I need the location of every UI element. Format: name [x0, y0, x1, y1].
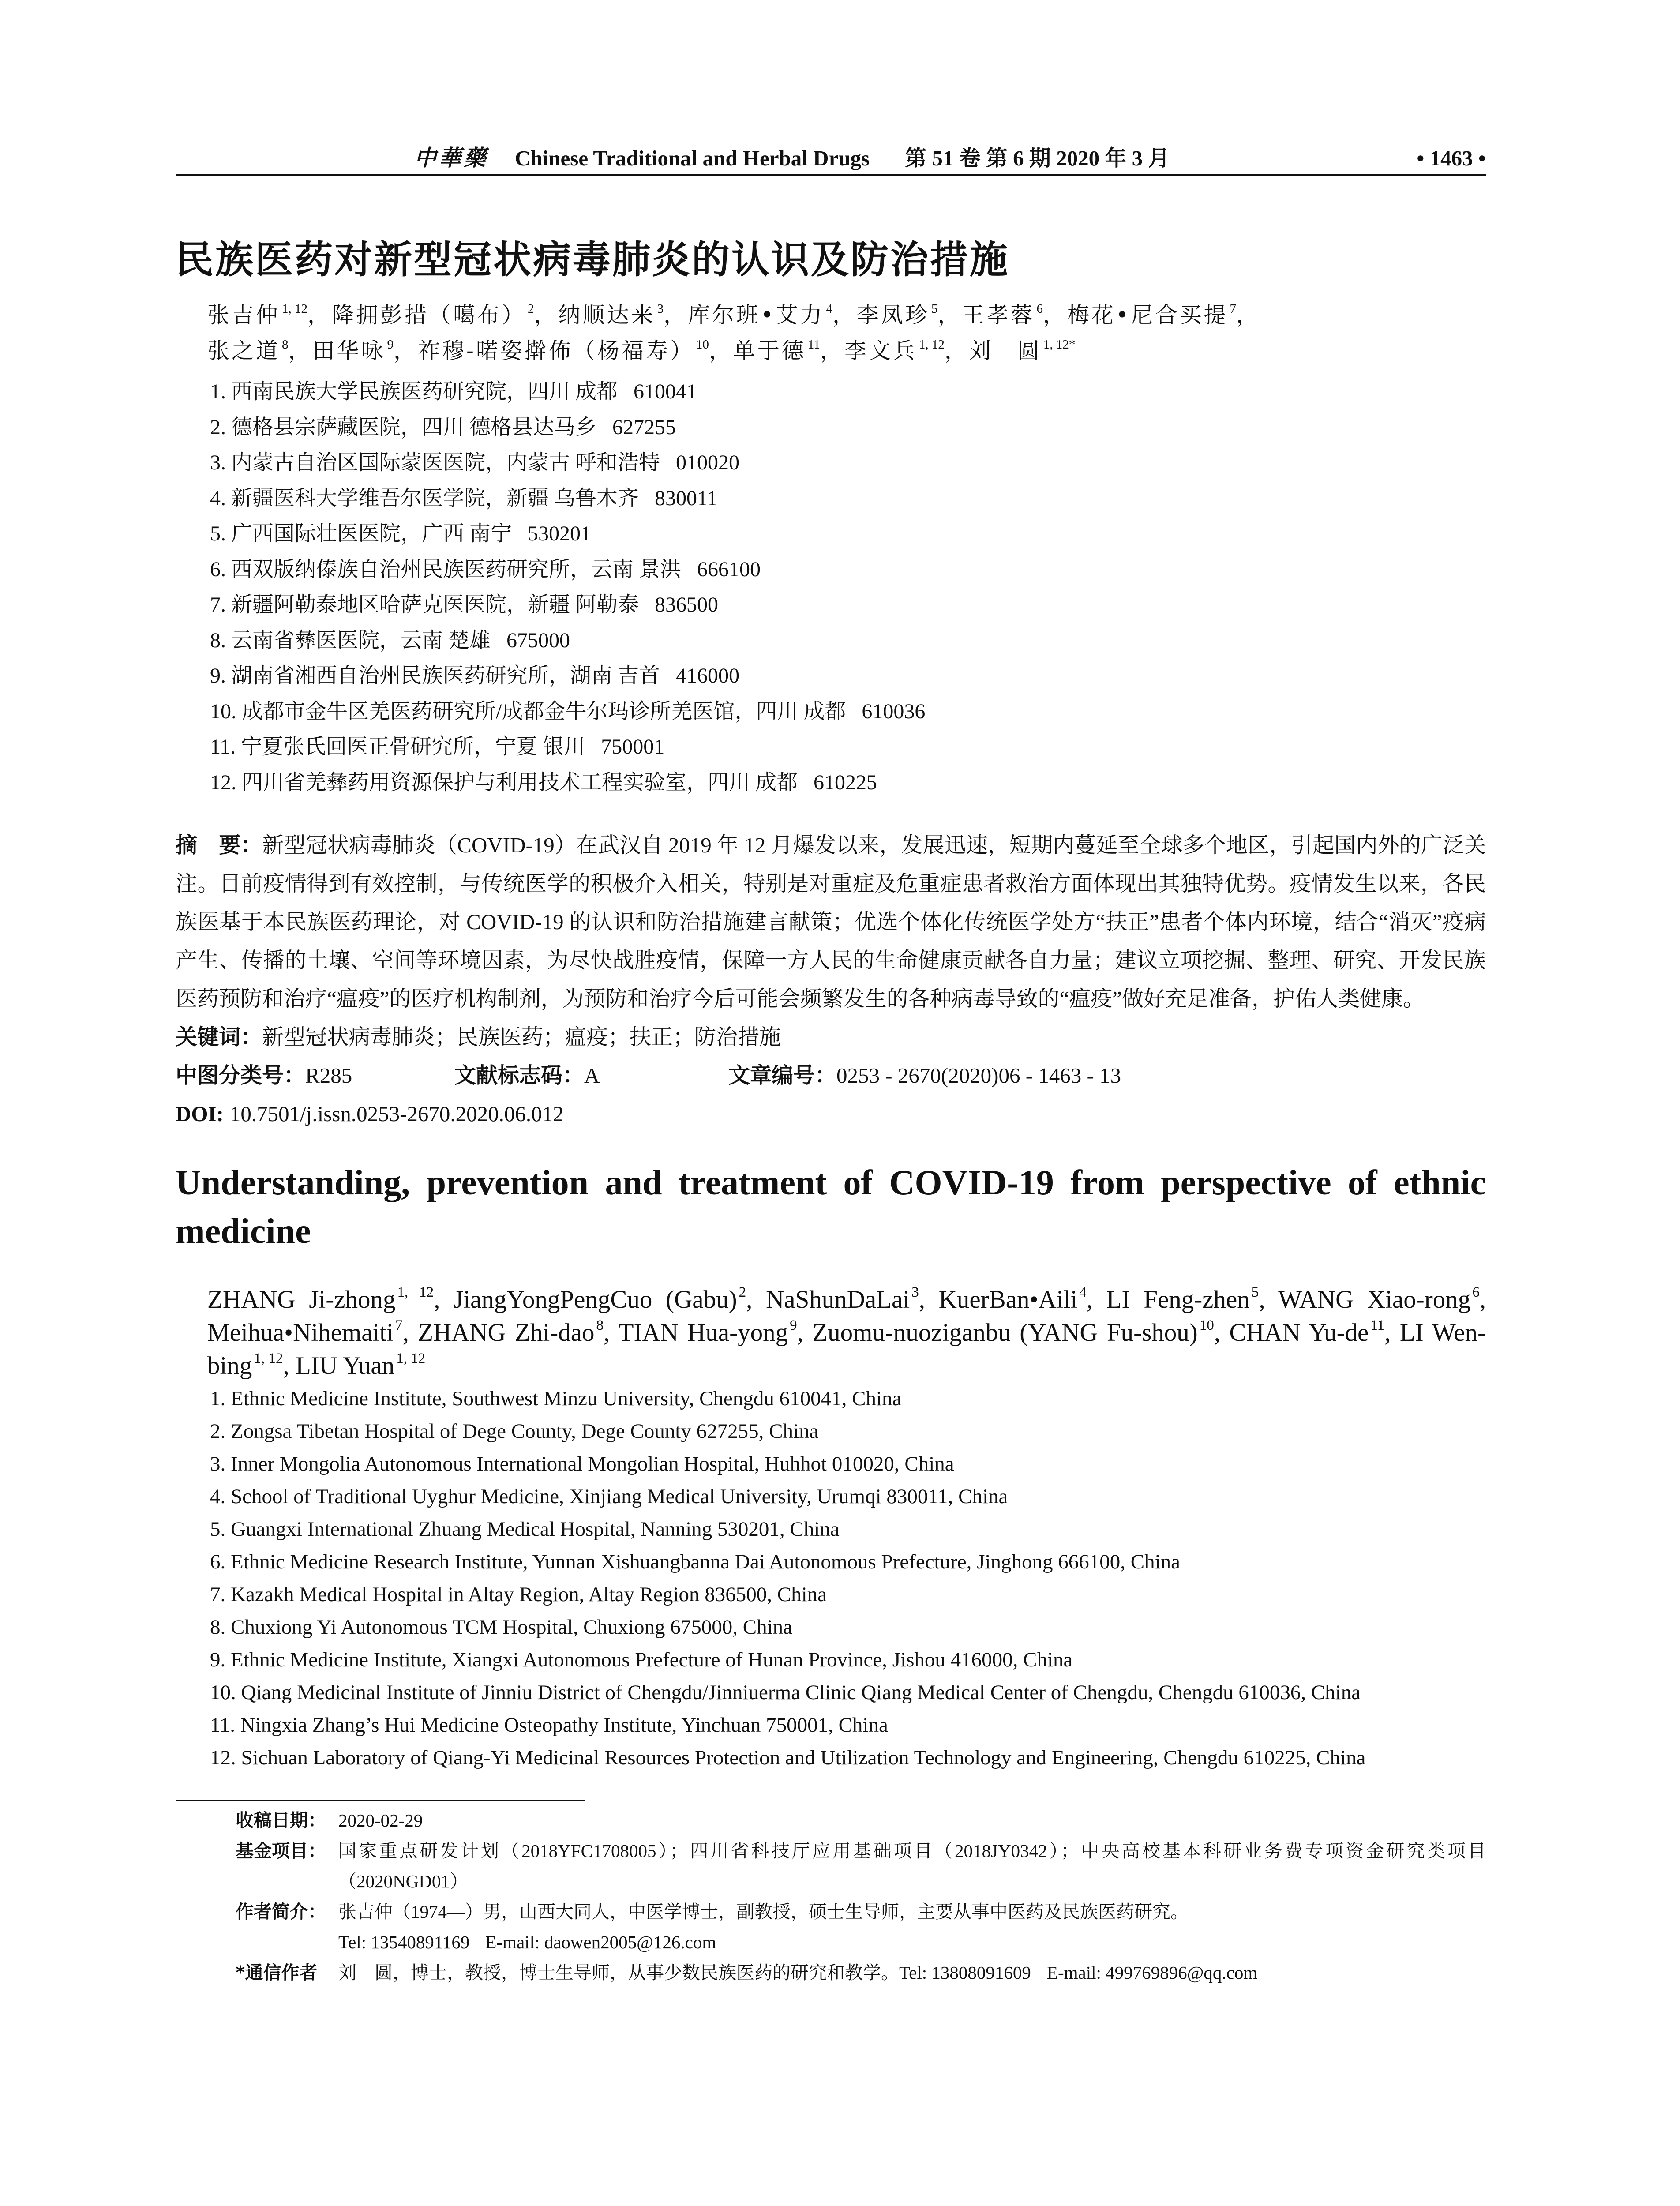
author — [418, 338, 733, 364]
author-separator: , — [1479, 1286, 1486, 1313]
author — [296, 1352, 425, 1380]
header-rule — [176, 174, 1486, 176]
author-list-english — [176, 1283, 1486, 1382]
author — [812, 1319, 1229, 1347]
author-separator: , — [1086, 1286, 1106, 1313]
author — [454, 1286, 766, 1313]
affiliation-number: 8. — [210, 1616, 226, 1639]
author-separator: , — [434, 1286, 454, 1313]
affiliation-text: Ningxia Zhang’s Hui Medicine Osteopathy Institute, Yinchuan 750001, China — [240, 1714, 888, 1737]
footnote-received — [236, 1805, 1486, 1836]
author-separator: , — [402, 1319, 418, 1347]
clc-label: 中图分类号： — [176, 1063, 306, 1088]
author — [733, 338, 844, 364]
affiliation-text: 宁夏张氏回医正骨研究所，宁夏 银川 750001 — [241, 735, 665, 758]
received-label: 收稿日期： — [236, 1810, 326, 1831]
author-name: LI Feng-zhen — [1106, 1286, 1250, 1313]
affiliation-item — [210, 481, 1486, 517]
author — [1229, 1319, 1399, 1347]
funding-text: 国家重点研发计划（2018YFC1708005）；四川省科技厅应用基础项目（2018JY0342）；中央高校基本科研业务费专项资金研究类项目（2020NGD01） — [338, 1841, 1486, 1891]
author-separator: ， — [534, 302, 559, 328]
author-name: TIAN Hua-yong — [618, 1319, 788, 1347]
author-separator: , — [1259, 1286, 1279, 1313]
doi-line — [176, 1095, 1486, 1133]
affiliation-item — [210, 1382, 1486, 1415]
affiliation-superscript: 1, 12 — [254, 1351, 283, 1367]
affiliation-text: 新疆医科大学维吾尔医学院，新疆 乌鲁木齐 830011 — [231, 486, 718, 510]
affiliation-superscript: 11 — [1370, 1317, 1385, 1334]
affiliation-item — [210, 1513, 1486, 1546]
affiliation-superscript: 4 — [1079, 1284, 1087, 1301]
affiliation-item — [210, 765, 1486, 801]
affiliation-superscript: 5 — [1251, 1284, 1259, 1301]
author-name: 张吉仲 — [207, 302, 280, 328]
keywords-label: 关键词： — [176, 1024, 262, 1050]
affiliation-superscript: 2 — [528, 302, 534, 316]
affiliation-item — [210, 1415, 1486, 1448]
affiliation-number: 11. — [210, 1714, 236, 1737]
affiliation-text: Ethnic Medicine Research Institute, Yunnan Xishuangbanna Dai Autonomous Prefecture, Jinghong 666100, China — [231, 1550, 1180, 1573]
affiliation-item — [210, 587, 1486, 623]
author-name: Zuomu-nuoziganbu (YANG Fu-shou) — [812, 1319, 1198, 1347]
author-separator: , — [1384, 1319, 1400, 1347]
author — [313, 338, 418, 364]
affiliation-text: Qiang Medicinal Institute of Jinniu District of Chengdu/Jinniuerma Clinic Qiang Medical Center of Chengdu, Chengdu 610036, China — [241, 1681, 1361, 1704]
author-bio-label: 作者简介： — [236, 1901, 326, 1922]
affiliation-text: 内蒙古自治区国际蒙医医院，内蒙古 呼和浩特 010020 — [231, 451, 740, 474]
affiliation-item — [210, 1546, 1486, 1578]
author-name: 库尔班•艾力 — [688, 302, 825, 328]
footnote-rule — [176, 1800, 585, 1801]
author-separator: , — [797, 1319, 813, 1347]
affiliation-text: School of Traditional Uyghur Medicine, Xinjiang Medical University, Urumqi 830011, China — [231, 1485, 1008, 1508]
author — [857, 302, 962, 328]
affiliation-superscript: 1, 12 — [282, 302, 308, 316]
correspondence-email-link[interactable]: 499769896@qq.com — [1106, 1962, 1258, 1983]
affiliation-number: 12. — [210, 770, 236, 794]
keywords-text: 新型冠状病毒肺炎；民族医药；瘟疫；扶正；防治措施 — [262, 1025, 781, 1049]
doi-value: 10.7501/j.issn.0253-2670.2020.06.012 — [229, 1102, 564, 1126]
author-name: 李文兵 — [844, 338, 917, 364]
author-separator: , — [1214, 1319, 1230, 1347]
affiliation-number: 5. — [210, 1518, 226, 1541]
affiliation-number: 4. — [210, 1485, 226, 1508]
author — [844, 338, 969, 364]
affiliation-text: Inner Mongolia Autonomous International Mongolian Hospital, Huhhot 010020, China — [231, 1452, 954, 1475]
footnotes — [176, 1805, 1486, 1988]
affiliation-item — [210, 729, 1486, 765]
affiliation-text: 湖南省湘西自治州民族医药研究所，湖南 吉首 416000 — [231, 664, 740, 687]
author-name: 李凤珍 — [857, 302, 930, 328]
article-number-label: 文章编号： — [728, 1063, 837, 1088]
affiliation-text: 新疆阿勒泰地区哈萨克医医院，新疆 阿勒泰 836500 — [231, 593, 719, 616]
affiliation-item — [210, 1741, 1486, 1774]
affiliation-superscript: 3 — [657, 302, 664, 316]
affiliation-item — [210, 445, 1486, 481]
author — [962, 302, 1068, 328]
affiliation-item — [210, 1448, 1486, 1480]
author-name: 刘 圆 — [968, 338, 1042, 364]
article-number-field — [728, 1056, 1121, 1095]
affiliation-number: 9. — [210, 664, 226, 687]
footnote-correspondence — [236, 1958, 1486, 1988]
affiliation-superscript: 3 — [911, 1284, 919, 1301]
correspondence-text: 刘 圆，博士，教授，博士生导师，从事少数民族医药的研究和教学。 — [338, 1962, 899, 1983]
author — [207, 1286, 454, 1313]
author-name: KuerBan•Aili — [938, 1286, 1078, 1313]
affiliation-number: 3. — [210, 1452, 226, 1475]
author-name: 田华咏 — [312, 338, 386, 364]
author — [207, 302, 332, 328]
affiliation-number: 10. — [210, 1681, 236, 1704]
affiliation-superscript: 6 — [1036, 302, 1043, 316]
author-separator: ， — [308, 302, 332, 328]
affiliation-item — [210, 374, 1486, 410]
correspondence-email-label: E-mail: — [1046, 1962, 1101, 1983]
affiliation-text: 西双版纳傣族自治州民族医药研究所，云南 景洪 666100 — [231, 557, 761, 581]
affiliation-superscript: 7 — [1230, 302, 1236, 316]
affiliation-number: 9. — [210, 1648, 226, 1671]
journal-name: Chinese Traditional and Herbal Drugs — [515, 146, 870, 170]
affiliation-item — [210, 1676, 1486, 1709]
author — [766, 1286, 939, 1313]
affiliation-number: 3. — [210, 451, 226, 474]
author — [207, 338, 313, 364]
author-name: JiangYongPengCuo (Gabu) — [454, 1286, 737, 1313]
author-line — [207, 333, 1486, 369]
affiliation-number: 4. — [210, 486, 226, 510]
author-name: 梅花•尼合买提 — [1067, 302, 1228, 328]
affiliation-item — [210, 1611, 1486, 1643]
document-code-label: 文献标志码： — [454, 1063, 585, 1088]
author-separator: ， — [1043, 302, 1067, 328]
affiliation-text: Ethnic Medicine Institute, Southwest Minzu University, Chengdu 610041, China — [231, 1387, 902, 1410]
footnote-author-bio — [236, 1897, 1486, 1958]
affiliation-item — [210, 623, 1486, 659]
affiliation-number: 8. — [210, 628, 226, 652]
journal-logo-text: 中華藥 — [414, 145, 488, 171]
correspondence-tel: Tel: 13808091609 — [899, 1962, 1031, 1983]
author — [1067, 302, 1260, 328]
affiliation-number: 7. — [210, 1583, 226, 1606]
author-separator: ， — [944, 338, 969, 364]
affiliation-text: 广西国际壮医医院，广西 南宁 530201 — [231, 522, 592, 545]
affiliation-text: Ethnic Medicine Institute, Xiangxi Autonomous Prefecture of Hunan Province, Jishou 416000, China — [231, 1648, 1073, 1671]
author-separator: ， — [709, 338, 733, 364]
author-bio-contact — [338, 1927, 1486, 1958]
author — [688, 302, 857, 328]
author — [207, 1319, 418, 1347]
running-header — [176, 140, 1486, 169]
affiliation-superscript: 9 — [387, 338, 394, 352]
affiliation-number: 7. — [210, 593, 226, 616]
author-bio-email-label: E-mail: — [485, 1932, 540, 1952]
author — [939, 1286, 1106, 1313]
affiliation-superscript: 5 — [931, 302, 938, 316]
affiliation-number: 2. — [210, 1420, 226, 1443]
author-name: 单于德 — [733, 338, 806, 364]
affiliation-superscript: 11 — [807, 338, 820, 352]
affiliation-text: Guangxi International Zhuang Medical Hospital, Nanning 530201, China — [231, 1518, 840, 1541]
author-name: CHAN Yu-de — [1229, 1319, 1369, 1347]
author-bio-body — [338, 1897, 1486, 1958]
author — [1106, 1286, 1279, 1313]
affiliation-text: Chuxiong Yi Autonomous TCM Hospital, Chuxiong 675000, China — [231, 1616, 793, 1639]
author-line — [207, 297, 1486, 333]
author-separator: , — [919, 1286, 939, 1313]
author — [418, 1319, 618, 1347]
affiliation-superscript: 6 — [1472, 1284, 1480, 1301]
author-separator: ， — [820, 338, 844, 364]
issue-info: 第 51 卷 第 6 期 2020 年 3 月 — [905, 146, 1170, 170]
title-chinese: 民族医药对新型冠状病毒肺炎的认识及防治措施 — [176, 238, 1009, 282]
affiliation-number: 6. — [210, 1550, 226, 1573]
author-separator: ， — [394, 338, 418, 364]
author-bio-text: 张吉仲（1974—）男，山西大同人，中医学博士，副教授，硕士生导师，主要从事中医药及民族医药研究。 — [338, 1902, 1189, 1922]
author-separator: , — [746, 1286, 766, 1313]
abstract-label: 摘 要： — [176, 833, 262, 858]
title-english: Understanding, prevention and treatment of COVID-19 from perspective of ethnic medicine — [176, 1163, 1486, 1251]
affiliation-superscript: 8 — [596, 1317, 604, 1334]
correspondence-label: *通信作者 — [236, 1962, 318, 1983]
funding-label: 基金项目： — [236, 1840, 326, 1861]
affiliation-superscript: 1, 12 — [396, 1351, 426, 1367]
affiliation-item — [210, 552, 1486, 588]
received-date: 2020-02-29 — [338, 1810, 423, 1831]
author-bio-email-link[interactable]: daowen2005@126.com — [544, 1932, 716, 1952]
affiliation-superscript: 7 — [395, 1317, 403, 1334]
affiliation-text: 西南民族大学民族医药研究院，四川 成都 610041 — [231, 380, 698, 403]
affiliation-number: 1. — [210, 380, 226, 403]
page-number: • 1463 • — [1417, 146, 1486, 170]
author-name: 降拥彭措（噶布） — [332, 302, 526, 328]
affiliation-superscript: 1, 12 — [919, 338, 945, 352]
author — [1278, 1286, 1486, 1313]
footnote-funding — [236, 1836, 1486, 1897]
author-name: LIU Yuan — [295, 1352, 395, 1380]
affiliation-item — [210, 694, 1486, 730]
affiliation-superscript: 2 — [739, 1284, 746, 1301]
affiliation-number: 11. — [210, 735, 236, 758]
affiliation-number: 2. — [210, 415, 226, 439]
author-name: 祚穆-喏姿擀佈（杨福寿） — [418, 338, 694, 364]
author-name: LI Wen-bing — [207, 1319, 1486, 1380]
author-name: Meihua•Nihemaiti — [207, 1319, 394, 1347]
affiliation-item — [210, 1480, 1486, 1513]
clc-field — [176, 1056, 454, 1095]
author-separator: ， — [938, 302, 962, 328]
document-code-field — [454, 1056, 728, 1095]
author-separator: ， — [288, 338, 313, 364]
affiliation-superscript: 10 — [1199, 1317, 1214, 1334]
author — [619, 1319, 813, 1347]
affiliation-superscript: 1, 12* — [1043, 338, 1076, 352]
author — [969, 338, 1076, 364]
affiliation-superscript: 1, 12 — [397, 1284, 434, 1301]
affiliation-item — [210, 658, 1486, 694]
affiliation-text: 云南省彝医医院，云南 楚雄 675000 — [231, 628, 570, 652]
author-separator: , — [283, 1352, 296, 1380]
author-name: 纳顺达来 — [558, 302, 656, 328]
affiliation-number: 10. — [210, 699, 236, 723]
abstract-text: 新型冠状病毒肺炎（COVID-19）在武汉自 2019 年 12 月爆发以来，发展迅速，短期内蔓延至全球多个地区，引起国内外的广泛关注。目前疫情得到有效控制，与传统医学的积极介入相关，特别是对重症及危重症患者救治方面体现出其独特优势。疫情发生以来，各民族医基于本民族医药理论，对 COVID-19 的认识和防治措施建言献策；优选个体化传统医学处方“扶正”患者个体内环境，结合“消灭”疫病产生、传播的土壤、空间等环境因素，为尽快战胜疫情，保障一方人民的生命健康贡献各自力量；建议立项挖掘、整理、研究、开发民族医药预防和治疗“瘟疫”的医疗机构制剂，为预防和治疗今后可能会频繁发生的各种病毒导致的“瘟疫”做好充足准备，护佑人类健康。 — [176, 833, 1486, 1011]
affiliation-item — [210, 1578, 1486, 1611]
affiliation-superscript: 9 — [790, 1317, 797, 1334]
affiliation-list-chinese — [176, 374, 1486, 800]
article-number-value: 0253 - 2670(2020)06 - 1463 - 13 — [836, 1063, 1121, 1088]
author-name: WANG Xiao-rong — [1278, 1286, 1471, 1313]
author-name: ZHANG Ji-zhong — [207, 1286, 396, 1313]
author-separator: ， — [832, 302, 857, 328]
author-name: 王孝蓉 — [962, 302, 1035, 328]
author-name: NaShunDaLai — [766, 1286, 910, 1313]
author-name: 张之道 — [207, 338, 280, 364]
affiliation-item — [210, 1709, 1486, 1741]
author-separator: ， — [664, 302, 688, 328]
classification-line — [176, 1056, 1486, 1095]
doi-label: DOI: — [176, 1102, 224, 1126]
affiliation-item — [210, 410, 1486, 446]
affiliation-text: Zongsa Tibetan Hospital of Dege County, Dege County 627255, China — [231, 1420, 819, 1443]
abstract-chinese — [176, 826, 1486, 1018]
affiliation-item — [210, 1643, 1486, 1676]
affiliation-text: 四川省羌彝药用资源保护与利用技术工程实验室，四川 成都 610225 — [242, 770, 878, 794]
affiliation-superscript: 10 — [696, 338, 709, 352]
affiliation-list-english — [176, 1382, 1486, 1774]
affiliation-number: 6. — [210, 557, 226, 581]
author-list-chinese — [176, 297, 1486, 369]
author — [559, 302, 688, 328]
affiliation-number: 1. — [210, 1387, 226, 1410]
document-code-value: A — [584, 1063, 600, 1088]
affiliation-superscript: 8 — [282, 338, 289, 352]
author-name: ZHANG Zhi-dao — [418, 1319, 595, 1347]
author-bio-tel: Tel: 13540891169 — [338, 1932, 470, 1952]
affiliation-text: Sichuan Laboratory of Qiang-Yi Medicinal Resources Protection and Utilization Technology and Engineering, Chengdu 610225, China — [241, 1746, 1366, 1769]
affiliation-number: 5. — [210, 522, 226, 545]
author-separator: ， — [1236, 302, 1260, 328]
affiliation-text: Kazakh Medical Hospital in Altay Region, Altay Region 836500, China — [231, 1583, 827, 1606]
keywords-line — [176, 1018, 1486, 1056]
affiliation-text: 德格县宗萨藏医院，四川 德格县达马乡 627255 — [231, 415, 676, 439]
clc-value: R285 — [305, 1063, 352, 1088]
correspondence-body — [338, 1958, 1486, 1988]
affiliation-superscript: 4 — [826, 302, 832, 316]
author-separator: , — [604, 1319, 619, 1347]
author — [332, 302, 559, 328]
affiliation-item — [210, 516, 1486, 552]
affiliation-text: 成都市金牛区羌医药研究所/成都金牛尔玛诊所羌医馆，四川 成都 610036 — [242, 699, 926, 723]
affiliation-number: 12. — [210, 1746, 236, 1769]
